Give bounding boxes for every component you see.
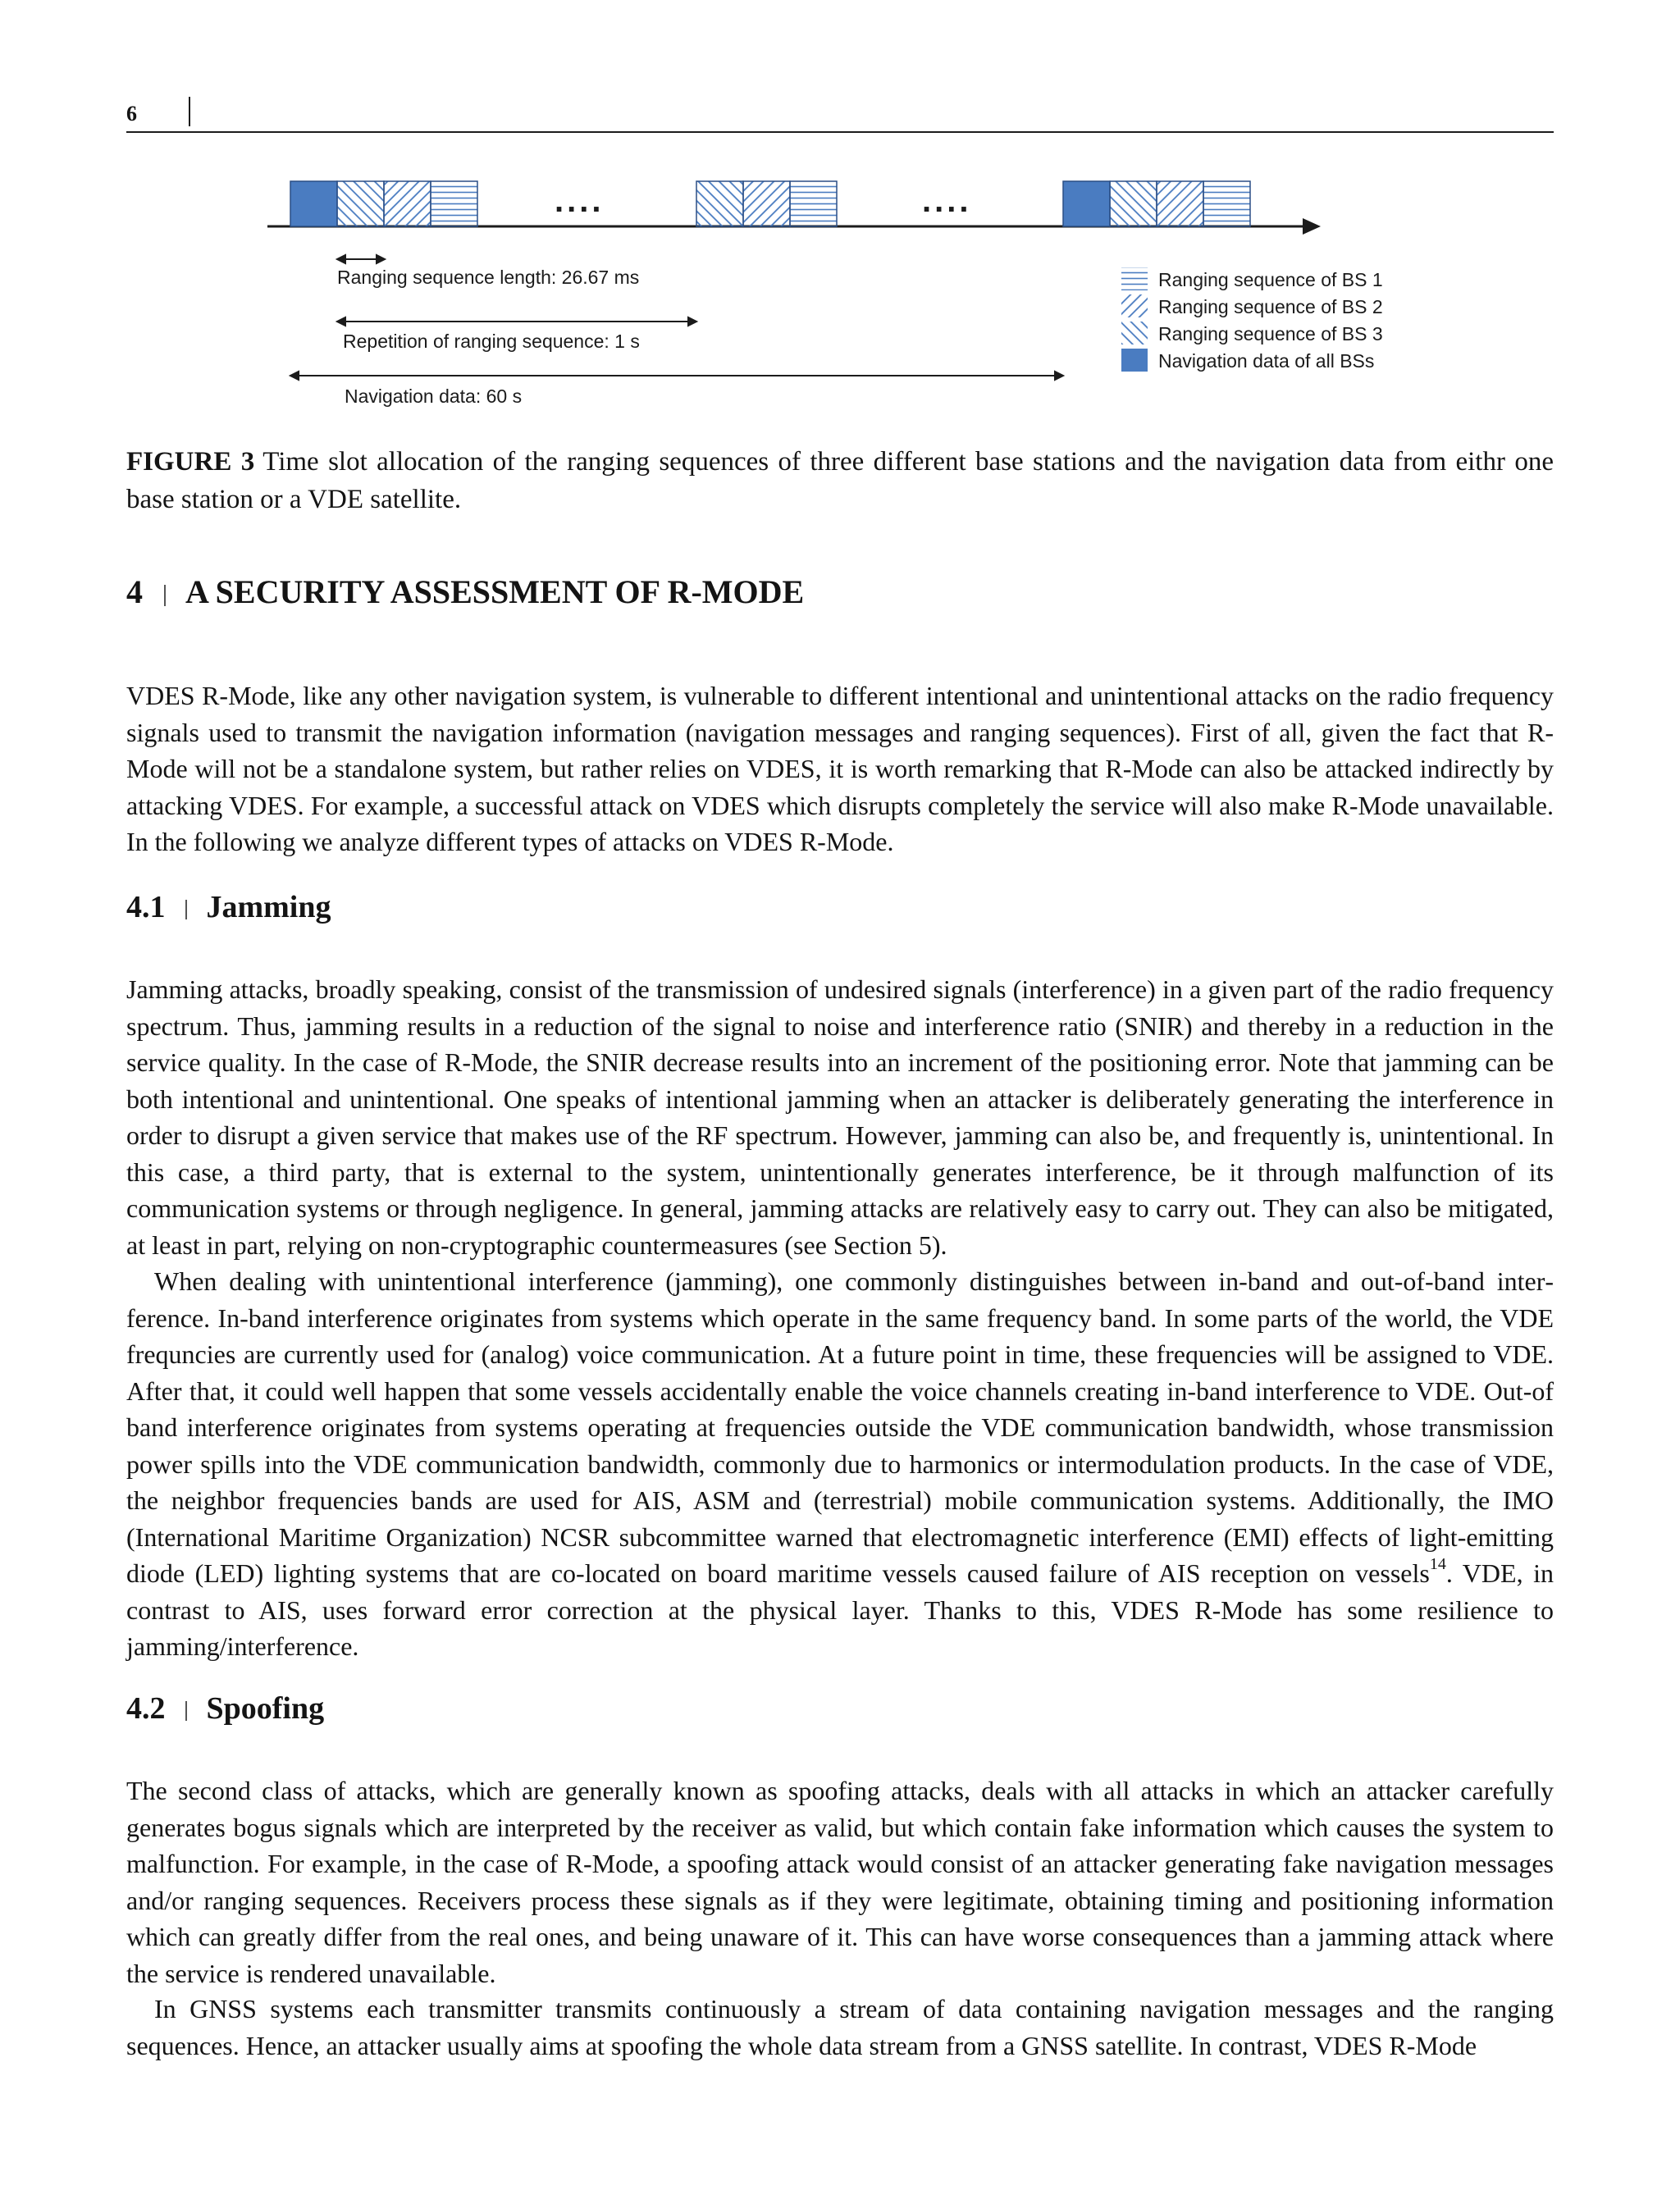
time-axis-arrowhead [1303,218,1321,235]
legend [1121,267,1383,372]
ellipsis-1: .... [555,183,605,219]
figure-caption-label: FIGURE 3 [126,447,255,477]
section-number: 4.1 [126,890,166,924]
legend-label-bs2: Ranging sequence of BS 2 [1158,296,1383,317]
spoofing-paragraph-1: The second class of attacks, which are generally known as spoofing attacks, deals with all attacks in which an attacker carefully generates bogus signals which are interpreted by the receiver as valid, but which contain fake information which causes the system to malfunction. For example, in the case of R-Mode, a spoofing attack would consist of an attacker generating fake navigation messages and/or ranging sequences. Receivers process these signals as if they were legitimate, obtaining timing and positioning information which can greatly differ from the real ones, and being unaware of it. This can have worse consequences than a jamming attack where the service is rendered unavailable. [126,1776,1554,1988]
figure-caption [126,443,1554,518]
ranging-bs3-block [337,181,384,226]
section-4-heading [126,573,804,611]
ranging-bs3-block [1110,181,1157,226]
navigation-label: Navigation data: 60 s [345,385,523,407]
heading-separator [164,585,166,606]
section-4-1-heading [126,889,331,925]
figure-caption-text: Time slot allocation of the ranging sequences of three different base stations and the navigation data from eithr one base station or a VDE satellite. [126,447,1554,514]
repetition-arrow [337,317,696,326]
ranging-bs2-block [1157,181,1203,226]
jamming-paragraph-2 [126,1263,1554,1665]
ranging-bs1-block [1203,181,1250,226]
ranging-bs2-block [743,181,790,226]
slot-group-2 [696,181,837,226]
legend-swatch-nav [1121,349,1148,372]
ranging-length-label: Ranging sequence length: 26.67 ms [337,267,640,288]
ranging-bs1-block [790,181,837,226]
jamming-paragraph-2-text: When dealing with unintentional interference (jamming), one commonly distinguishes between in-band and out-of-band interference. In-band interference originates from systems which operate in the same frequency band. In some parts of the world, the VDE frequncies are currently used for (analog) voice communication. At a future point in time, these frequencies will be assigned to VDE. After that, it could well happen that some vessels accidentally enable the voice channels creating in-band interference to VDE. Out-of band interference originates from systems operating at frequencies outside the VDE communication bandwidth, whose transmission power spills into the VDE communication bandwidth, commonly due to harmonics or intermodulation products. In the case of VDE, the neighbor frequencies bands are used for AIS, ASM and (terrestrial) mobile communication systems. Additionally, the IMO (International Maritime Organization) NCSR subcommittee warned that electromagnetic interference (EMI) effects of light-emitting diode (LED) lighting systems that are co-located on board maritime vessels caused failure of AIS reception on vessels [126,1266,1554,1588]
legend-label-bs1: Ranging sequence of BS 1 [1158,269,1383,290]
legend-swatch-bs3 [1121,322,1148,344]
section-4-2-heading [126,1690,324,1727]
navigation-data-block [1063,181,1110,226]
legend-label-nav: Navigation data of all BSs [1158,350,1375,372]
section-title: Spoofing [206,1691,325,1726]
legend-label-bs3: Ranging sequence of BS 3 [1158,323,1383,344]
section-title: Jamming [206,890,331,924]
ranging-bs3-block [696,181,743,226]
jamming-paragraph-1: Jamming attacks, broadly speaking, consist of the transmission of undesired signals (interference) in a given part of the radio frequency spectrum. Thus, jamming results in a reduction of the signal to noise and interference ratio (SNIR) and thereby in a reduction in the service quality. In the case of R-Mode, the SNIR decrease results into an increment of the positioning error. Note that jamming can be both intentional and unintentional. One speaks of intentional jamming when an attacker is deliberately generating the interference in order to disrupt a given service that makes use of the RF spectrum. However, jamming can also be, and frequently is, unintentional. In this case, a third party, that is external to the system, unintentionally generates interference, be it through malfunction of its communication systems or through negligence. In general, jamming attacks are relatively easy to carry out. They can also be mitigated, at least in part, relying on non-cryptographic countermeasures (see Section 5). [126,974,1554,1260]
section-number: 4 [126,573,143,610]
ranging-bs2-block [384,181,431,226]
slot-group-1 [290,181,477,226]
section-number: 4.2 [126,1691,166,1726]
navigation-arrow [290,372,1063,380]
heading-separator [185,1701,187,1721]
heading-separator [185,900,187,919]
page-number: 6 [126,102,137,125]
repetition-label: Repetition of ranging sequence: 1 s [343,331,640,352]
legend-swatch-bs1 [1121,267,1148,290]
ranging-bs1-block [431,181,477,226]
slot-group-3 [1063,181,1250,226]
navigation-data-block [290,181,337,226]
ellipsis-2: .... [922,183,972,219]
reference-14[interactable]: 14 [1429,1555,1446,1574]
spoofing-paragraph-2: In GNSS systems each transmitter transmits continuously a stream of data containing navigation messages and the ranging sequences. Hence, an attacker usually aims at spoofing the whole data stream from a GNSS satellite. In contrast, VDES R-Mode [126,1994,1554,2060]
ranging-length-arrow [337,255,385,263]
section-title: A SECURITY ASSESSMENT OF R-MODE [185,573,805,610]
figure-3-diagram [0,0,1680,427]
legend-swatch-bs2 [1121,294,1148,317]
jamming-paragraph-2-tail: . VDE, in contrast to AIS, uses forward error correction at the physical layer. Thanks to this, VDES R-Mode has some resilience to jamming/interference. [126,1558,1554,1661]
section-4-paragraph: VDES R-Mode, like any other navigation system, is vulnerable to different intentional and unintentional attacks on the radio frequency signals used to transmit the navigation information (navigation messages and ranging sequences). First of all, given the fact that R-Mode will not be a standalone system, but rather relies on VDES, it is worth remarking that R-Mode can also be attacked indirectly by attacking VDES. For example, a successful attack on VDES which disrupts completely the service will also make R-Mode unavailable. In the following we analyze different types of attacks on VDES R-Mode. [126,681,1554,856]
